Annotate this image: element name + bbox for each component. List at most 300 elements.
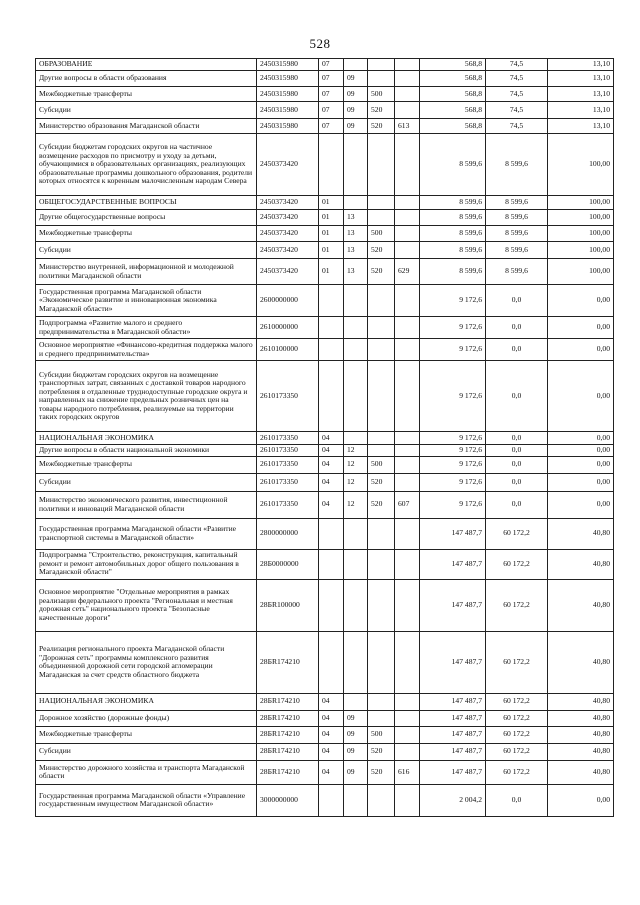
table-row	[36, 473, 614, 491]
expense-type-cell	[368, 445, 395, 457]
expense-type-cell: 500	[368, 456, 395, 473]
execution-percent-cell: 0,00	[548, 445, 614, 457]
table-row	[36, 285, 614, 317]
executed-amount-cell: 74,5	[486, 102, 548, 119]
administrator-cell	[395, 196, 420, 210]
subsection-cell	[344, 317, 368, 339]
row-name-cell: Министерство образования Магаданской области	[36, 119, 257, 134]
row-name-cell: Межбюджетные трансферты	[36, 226, 257, 242]
planned-amount-cell: 147 487,7	[420, 710, 486, 726]
planned-amount-cell: 8 599,6	[420, 259, 486, 285]
table-row	[36, 456, 614, 473]
executed-amount-cell: 0,0	[486, 456, 548, 473]
administrator-cell	[395, 456, 420, 473]
executed-amount-cell: 0,0	[486, 432, 548, 445]
expense-type-cell	[368, 339, 395, 361]
administrator-cell	[395, 473, 420, 491]
row-name-cell: Реализация регионального проекта Магаданской области "Дорожная сеть" программы комплексного развития объединенной дорожной сети городской агломерации Магаданская за счет средств областного бюджета	[36, 631, 257, 693]
table-row	[36, 71, 614, 87]
target-article-cell: 2610173350	[257, 491, 319, 518]
section-cell: 01	[319, 242, 344, 259]
executed-amount-cell: 0,0	[486, 491, 548, 518]
subsection-cell: 09	[344, 760, 368, 784]
execution-percent-cell: 100,00	[548, 242, 614, 259]
target-article-cell: 28БR174210	[257, 726, 319, 743]
executed-amount-cell: 0,0	[486, 784, 548, 816]
execution-percent-cell: 40,80	[548, 518, 614, 549]
subsection-cell: 13	[344, 259, 368, 285]
target-article-cell: 2610173350	[257, 432, 319, 445]
executed-amount-cell: 8 599,6	[486, 196, 548, 210]
target-article-cell: 2450373420	[257, 210, 319, 226]
expense-type-cell	[368, 432, 395, 445]
planned-amount-cell: 568,8	[420, 71, 486, 87]
execution-percent-cell: 100,00	[548, 226, 614, 242]
planned-amount-cell: 9 172,6	[420, 491, 486, 518]
executed-amount-cell: 8 599,6	[486, 134, 548, 196]
section-cell	[319, 285, 344, 317]
administrator-cell	[395, 210, 420, 226]
section-cell: 01	[319, 196, 344, 210]
section-cell: 07	[319, 87, 344, 102]
administrator-cell	[395, 317, 420, 339]
expense-type-cell: 520	[368, 102, 395, 119]
row-name-cell: Государственная программа Магаданской области «Управление государственным имуществом Магаданской области»	[36, 784, 257, 816]
row-name-cell: Подпрограмма "Строительство, реконструкция, капитальный ремонт и ремонт автомобильных дорог общего пользования в Магаданской области"	[36, 549, 257, 579]
administrator-cell	[395, 102, 420, 119]
execution-percent-cell: 13,10	[548, 119, 614, 134]
planned-amount-cell: 9 172,6	[420, 445, 486, 457]
planned-amount-cell: 9 172,6	[420, 339, 486, 361]
subsection-cell	[344, 59, 368, 71]
subsection-cell	[344, 285, 368, 317]
budget-table-body	[36, 59, 614, 817]
budget-table	[35, 58, 614, 817]
execution-percent-cell: 13,10	[548, 102, 614, 119]
row-name-cell: Государственная программа Магаданской области «Экономическое развитие и инновационная экономика Магаданской области»	[36, 285, 257, 317]
table-row	[36, 361, 614, 432]
executed-amount-cell: 8 599,6	[486, 242, 548, 259]
planned-amount-cell: 9 172,6	[420, 317, 486, 339]
expense-type-cell: 520	[368, 743, 395, 760]
expense-type-cell	[368, 631, 395, 693]
planned-amount-cell: 147 487,7	[420, 549, 486, 579]
target-article-cell: 28БR174210	[257, 693, 319, 710]
execution-percent-cell: 40,80	[548, 631, 614, 693]
planned-amount-cell: 147 487,7	[420, 693, 486, 710]
expense-type-cell	[368, 59, 395, 71]
administrator-cell	[395, 784, 420, 816]
section-cell: 01	[319, 226, 344, 242]
planned-amount-cell: 8 599,6	[420, 134, 486, 196]
section-cell: 04	[319, 445, 344, 457]
row-name-cell: Субсидии бюджетам городских округов на возмещение транспортных затрат, связанных с доставкой товаров народного потребления в отдаленные труднодоступные городские округа и направленных на снижение предельных розничных цен на товары народного потребления, реализуемые на территории таких городских округов	[36, 361, 257, 432]
target-article-cell: 2450373420	[257, 259, 319, 285]
table-row	[36, 432, 614, 445]
target-article-cell: 2610173350	[257, 445, 319, 457]
execution-percent-cell: 40,80	[548, 743, 614, 760]
execution-percent-cell: 0,00	[548, 317, 614, 339]
table-row	[36, 710, 614, 726]
expense-type-cell	[368, 579, 395, 631]
execution-percent-cell: 0,00	[548, 285, 614, 317]
subsection-cell	[344, 134, 368, 196]
table-row	[36, 59, 614, 71]
administrator-cell: 629	[395, 259, 420, 285]
row-name-cell: Другие вопросы в области национальной экономики	[36, 445, 257, 457]
planned-amount-cell: 8 599,6	[420, 196, 486, 210]
table-row	[36, 317, 614, 339]
target-article-cell: 2450373420	[257, 196, 319, 210]
row-name-cell: Основное мероприятие "Отдельные мероприятия в рамках реализации федерального проекта "Региональная и местная дорожная сеть" национального проекта "Безопасные качественные дороги"	[36, 579, 257, 631]
execution-percent-cell: 0,00	[548, 456, 614, 473]
table-row	[36, 196, 614, 210]
row-name-cell: Субсидии	[36, 743, 257, 760]
execution-percent-cell: 40,80	[548, 549, 614, 579]
row-name-cell: Межбюджетные трансферты	[36, 726, 257, 743]
expense-type-cell	[368, 285, 395, 317]
planned-amount-cell: 2 004,2	[420, 784, 486, 816]
subsection-cell: 13	[344, 210, 368, 226]
executed-amount-cell: 74,5	[486, 59, 548, 71]
administrator-cell	[395, 339, 420, 361]
section-cell	[319, 518, 344, 549]
target-article-cell: 28Б0000000	[257, 549, 319, 579]
execution-percent-cell: 40,80	[548, 726, 614, 743]
row-name-cell: НАЦИОНАЛЬНАЯ ЭКОНОМИКА	[36, 432, 257, 445]
row-name-cell: НАЦИОНАЛЬНАЯ ЭКОНОМИКА	[36, 693, 257, 710]
target-article-cell: 28БR100000	[257, 579, 319, 631]
administrator-cell	[395, 549, 420, 579]
table-row	[36, 518, 614, 549]
subsection-cell	[344, 549, 368, 579]
expense-type-cell	[368, 210, 395, 226]
execution-percent-cell: 0,00	[548, 784, 614, 816]
subsection-cell: 09	[344, 71, 368, 87]
table-row	[36, 210, 614, 226]
section-cell	[319, 317, 344, 339]
executed-amount-cell: 0,0	[486, 445, 548, 457]
subsection-cell	[344, 361, 368, 432]
administrator-cell	[395, 226, 420, 242]
administrator-cell	[395, 432, 420, 445]
section-cell: 04	[319, 693, 344, 710]
subsection-cell	[344, 518, 368, 549]
section-cell: 04	[319, 491, 344, 518]
section-cell: 07	[319, 119, 344, 134]
expense-type-cell: 520	[368, 491, 395, 518]
executed-amount-cell: 0,0	[486, 473, 548, 491]
expense-type-cell	[368, 196, 395, 210]
target-article-cell: 2450373420	[257, 134, 319, 196]
executed-amount-cell: 60 172,2	[486, 743, 548, 760]
table-row	[36, 242, 614, 259]
row-name-cell: Субсидии бюджетам городских округов на частичное возмещение расходов по присмотру и уходу за детьми, обучающимися в образовательных организациях, реализующих образовательные программы дошкольного образования, родители которых относятся к коренным малочисленным народам Севера	[36, 134, 257, 196]
subsection-cell	[344, 693, 368, 710]
planned-amount-cell: 8 599,6	[420, 210, 486, 226]
row-name-cell: Министерство внутренней, информационной и молодежной политики Магаданской области	[36, 259, 257, 285]
section-cell: 04	[319, 710, 344, 726]
section-cell	[319, 579, 344, 631]
table-row	[36, 87, 614, 102]
table-row	[36, 784, 614, 816]
row-name-cell: Другие общегосударственные вопросы	[36, 210, 257, 226]
subsection-cell: 09	[344, 726, 368, 743]
planned-amount-cell: 147 487,7	[420, 726, 486, 743]
execution-percent-cell: 0,00	[548, 339, 614, 361]
planned-amount-cell: 9 172,6	[420, 285, 486, 317]
expense-type-cell: 520	[368, 473, 395, 491]
executed-amount-cell: 74,5	[486, 87, 548, 102]
row-name-cell: Министерство экономического развития, инвестиционной политики и инноваций Магаданской области	[36, 491, 257, 518]
administrator-cell	[395, 518, 420, 549]
execution-percent-cell: 40,80	[548, 710, 614, 726]
executed-amount-cell: 60 172,2	[486, 710, 548, 726]
expense-type-cell	[368, 693, 395, 710]
table-row	[36, 491, 614, 518]
section-cell: 04	[319, 456, 344, 473]
subsection-cell	[344, 579, 368, 631]
expense-type-cell: 500	[368, 726, 395, 743]
executed-amount-cell: 74,5	[486, 119, 548, 134]
target-article-cell: 2450315980	[257, 71, 319, 87]
executed-amount-cell: 60 172,2	[486, 726, 548, 743]
table-row	[36, 102, 614, 119]
planned-amount-cell: 147 487,7	[420, 579, 486, 631]
target-article-cell: 28БR174210	[257, 710, 319, 726]
row-name-cell: ОБРАЗОВАНИЕ	[36, 59, 257, 71]
execution-percent-cell: 100,00	[548, 196, 614, 210]
planned-amount-cell: 568,8	[420, 119, 486, 134]
planned-amount-cell: 9 172,6	[420, 456, 486, 473]
table-row	[36, 631, 614, 693]
target-article-cell: 2800000000	[257, 518, 319, 549]
section-cell: 04	[319, 760, 344, 784]
executed-amount-cell: 60 172,2	[486, 760, 548, 784]
administrator-cell	[395, 743, 420, 760]
section-cell: 01	[319, 259, 344, 285]
row-name-cell: Межбюджетные трансферты	[36, 456, 257, 473]
row-name-cell: Основное мероприятие «Финансово-кредитная поддержка малого и среднего предпринимательства»	[36, 339, 257, 361]
row-name-cell: Субсидии	[36, 102, 257, 119]
expense-type-cell: 520	[368, 760, 395, 784]
target-article-cell: 2610100000	[257, 339, 319, 361]
expense-type-cell	[368, 549, 395, 579]
table-row	[36, 259, 614, 285]
target-article-cell: 2600000000	[257, 285, 319, 317]
expense-type-cell: 520	[368, 119, 395, 134]
row-name-cell: Субсидии	[36, 242, 257, 259]
subsection-cell: 09	[344, 710, 368, 726]
row-name-cell: Подпрограмма «Развитие малого и среднего предпринимательства в Магаданской области»	[36, 317, 257, 339]
administrator-cell	[395, 134, 420, 196]
subsection-cell: 13	[344, 242, 368, 259]
executed-amount-cell: 60 172,2	[486, 631, 548, 693]
row-name-cell: Субсидии	[36, 473, 257, 491]
executed-amount-cell: 60 172,2	[486, 549, 548, 579]
table-row	[36, 445, 614, 457]
target-article-cell: 28БR174210	[257, 760, 319, 784]
target-article-cell: 28БR174210	[257, 631, 319, 693]
execution-percent-cell: 40,80	[548, 760, 614, 784]
planned-amount-cell: 147 487,7	[420, 760, 486, 784]
administrator-cell	[395, 242, 420, 259]
section-cell	[319, 631, 344, 693]
target-article-cell: 2610000000	[257, 317, 319, 339]
page-number: 528	[309, 36, 331, 51]
planned-amount-cell: 568,8	[420, 102, 486, 119]
section-cell	[319, 134, 344, 196]
executed-amount-cell: 60 172,2	[486, 693, 548, 710]
expense-type-cell	[368, 361, 395, 432]
execution-percent-cell: 0,00	[548, 473, 614, 491]
administrator-cell	[395, 631, 420, 693]
execution-percent-cell: 13,10	[548, 71, 614, 87]
executed-amount-cell: 74,5	[486, 71, 548, 87]
row-name-cell: Дорожное хозяйство (дорожные фонды)	[36, 710, 257, 726]
planned-amount-cell: 147 487,7	[420, 743, 486, 760]
expense-type-cell	[368, 518, 395, 549]
administrator-cell: 613	[395, 119, 420, 134]
subsection-cell: 09	[344, 119, 368, 134]
expense-type-cell	[368, 317, 395, 339]
table-row	[36, 339, 614, 361]
row-name-cell: Государственная программа Магаданской области «Развитие транспортной системы в Магаданской области»	[36, 518, 257, 549]
expense-type-cell: 500	[368, 226, 395, 242]
planned-amount-cell: 9 172,6	[420, 473, 486, 491]
administrator-cell	[395, 71, 420, 87]
executed-amount-cell: 8 599,6	[486, 226, 548, 242]
administrator-cell	[395, 87, 420, 102]
administrator-cell: 616	[395, 760, 420, 784]
table-row	[36, 134, 614, 196]
planned-amount-cell: 9 172,6	[420, 361, 486, 432]
table-row	[36, 693, 614, 710]
section-cell	[319, 361, 344, 432]
executed-amount-cell: 0,0	[486, 285, 548, 317]
administrator-cell	[395, 445, 420, 457]
table-row	[36, 549, 614, 579]
planned-amount-cell: 8 599,6	[420, 242, 486, 259]
planned-amount-cell: 568,8	[420, 59, 486, 71]
target-article-cell: 2450373420	[257, 226, 319, 242]
table-row	[36, 760, 614, 784]
target-article-cell: 2450315980	[257, 59, 319, 71]
expense-type-cell	[368, 784, 395, 816]
target-article-cell: 2450373420	[257, 242, 319, 259]
section-cell: 04	[319, 473, 344, 491]
administrator-cell: 607	[395, 491, 420, 518]
row-name-cell: Другие вопросы в области образования	[36, 71, 257, 87]
target-article-cell: 2450315980	[257, 102, 319, 119]
subsection-cell: 13	[344, 226, 368, 242]
subsection-cell: 12	[344, 491, 368, 518]
section-cell: 04	[319, 726, 344, 743]
executed-amount-cell: 60 172,2	[486, 579, 548, 631]
execution-percent-cell: 13,10	[548, 87, 614, 102]
planned-amount-cell: 8 599,6	[420, 226, 486, 242]
section-cell: 07	[319, 102, 344, 119]
subsection-cell	[344, 196, 368, 210]
target-article-cell: 2610173350	[257, 456, 319, 473]
expense-type-cell: 520	[368, 242, 395, 259]
table-row	[36, 226, 614, 242]
subsection-cell	[344, 631, 368, 693]
expense-type-cell: 500	[368, 87, 395, 102]
table-row	[36, 743, 614, 760]
execution-percent-cell: 0,00	[548, 432, 614, 445]
planned-amount-cell: 147 487,7	[420, 518, 486, 549]
executed-amount-cell: 0,0	[486, 317, 548, 339]
section-cell: 04	[319, 432, 344, 445]
subsection-cell: 09	[344, 743, 368, 760]
execution-percent-cell: 0,00	[548, 361, 614, 432]
expense-type-cell: 520	[368, 259, 395, 285]
subsection-cell: 09	[344, 102, 368, 119]
target-article-cell: 2610173350	[257, 473, 319, 491]
section-cell: 07	[319, 59, 344, 71]
execution-percent-cell: 40,80	[548, 579, 614, 631]
administrator-cell	[395, 361, 420, 432]
subsection-cell	[344, 339, 368, 361]
administrator-cell	[395, 285, 420, 317]
subsection-cell	[344, 432, 368, 445]
administrator-cell	[395, 579, 420, 631]
administrator-cell	[395, 693, 420, 710]
section-cell: 04	[319, 743, 344, 760]
planned-amount-cell: 568,8	[420, 87, 486, 102]
executed-amount-cell: 60 172,2	[486, 518, 548, 549]
target-article-cell: 2450315980	[257, 119, 319, 134]
target-article-cell: 2450315980	[257, 87, 319, 102]
target-article-cell: 3000000000	[257, 784, 319, 816]
executed-amount-cell: 0,0	[486, 339, 548, 361]
execution-percent-cell: 100,00	[548, 134, 614, 196]
administrator-cell	[395, 710, 420, 726]
execution-percent-cell: 100,00	[548, 210, 614, 226]
table-row	[36, 119, 614, 134]
expense-type-cell	[368, 134, 395, 196]
execution-percent-cell: 13,10	[548, 59, 614, 71]
executed-amount-cell: 0,0	[486, 361, 548, 432]
execution-percent-cell: 40,80	[548, 693, 614, 710]
target-article-cell: 2610173350	[257, 361, 319, 432]
section-cell	[319, 784, 344, 816]
execution-percent-cell: 0,00	[548, 491, 614, 518]
subsection-cell: 09	[344, 87, 368, 102]
subsection-cell: 12	[344, 445, 368, 457]
row-name-cell: ОБЩЕГОСУДАРСТВЕННЫЕ ВОПРОСЫ	[36, 196, 257, 210]
table-row	[36, 579, 614, 631]
planned-amount-cell: 147 487,7	[420, 631, 486, 693]
table-row	[36, 726, 614, 743]
target-article-cell: 28БR174210	[257, 743, 319, 760]
section-cell	[319, 339, 344, 361]
expense-type-cell	[368, 710, 395, 726]
section-cell: 01	[319, 210, 344, 226]
planned-amount-cell: 9 172,6	[420, 432, 486, 445]
section-cell	[319, 549, 344, 579]
executed-amount-cell: 8 599,6	[486, 259, 548, 285]
execution-percent-cell: 100,00	[548, 259, 614, 285]
subsection-cell: 12	[344, 456, 368, 473]
row-name-cell: Межбюджетные трансферты	[36, 87, 257, 102]
executed-amount-cell: 8 599,6	[486, 210, 548, 226]
subsection-cell	[344, 784, 368, 816]
row-name-cell: Министерство дорожного хозяйства и транспорта Магаданской области	[36, 760, 257, 784]
section-cell: 07	[319, 71, 344, 87]
expense-type-cell	[368, 71, 395, 87]
